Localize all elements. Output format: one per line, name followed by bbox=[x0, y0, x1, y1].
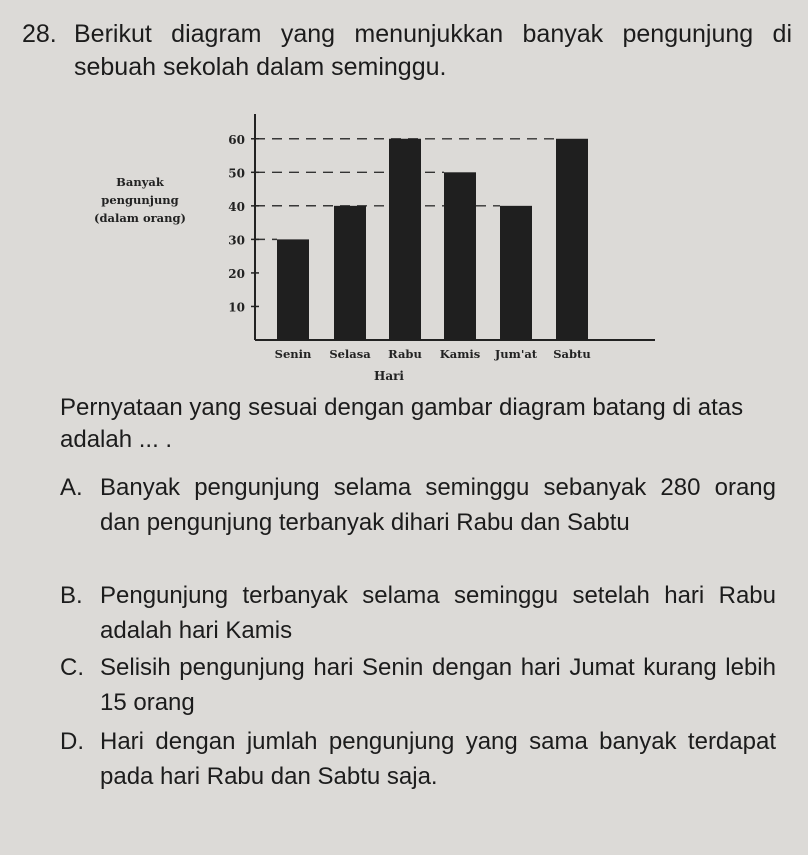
bar-kamis bbox=[444, 172, 476, 340]
bar-selasa bbox=[334, 206, 366, 340]
y-axis-title-line: (dalam orang) bbox=[94, 211, 186, 225]
x-tick-label: Selasa bbox=[329, 347, 371, 361]
y-tick-label: 20 bbox=[228, 266, 245, 281]
bar-rabu bbox=[389, 139, 421, 340]
y-tick-label: 40 bbox=[228, 199, 245, 214]
option-a-text: Banyak pengunjung selama seminggu sebanyak 280 orang dan pengunjung terbanyak dihari Rabu dan Sabtu bbox=[100, 474, 776, 536]
option-a-letter: A. bbox=[60, 474, 83, 501]
y-axis-title-line: Banyak bbox=[116, 175, 164, 189]
bar-senin bbox=[277, 239, 309, 340]
x-tick-label: Kamis bbox=[439, 347, 481, 361]
y-axis-title-line: pengunjung bbox=[101, 193, 179, 207]
option-c-letter: C. bbox=[60, 654, 84, 681]
y-tick-label: 10 bbox=[228, 300, 245, 315]
x-tick-label: Sabtu bbox=[553, 347, 591, 361]
option-d-letter: D. bbox=[60, 728, 84, 755]
question-number: 28. bbox=[22, 20, 57, 48]
option-c-text: Selisih pengunjung hari Senin dengan hari Jumat kurang lebih 15 orang bbox=[100, 654, 776, 716]
option-d-text: Hari dengan jumlah pengunjung yang sama banyak terdapat pada hari Rabu dan Sabtu saja. bbox=[100, 728, 776, 790]
bar-chart-svg bbox=[60, 100, 700, 390]
x-tick-label: Rabu bbox=[388, 347, 422, 361]
option-b-text: Pengunjung terbanyak selama seminggu setelah hari Rabu adalah hari Kamis bbox=[100, 582, 776, 644]
statement: Pernyataan yang sesuai dengan gambar diagram batang di atas adalah ... . bbox=[60, 394, 744, 453]
option-b-letter: B. bbox=[60, 582, 83, 609]
y-tick-label: 30 bbox=[228, 233, 245, 248]
y-tick-label: 60 bbox=[228, 132, 245, 147]
bar-sabtu bbox=[556, 139, 588, 340]
y-tick-label: 50 bbox=[228, 166, 245, 181]
bar-jumat bbox=[500, 206, 532, 340]
x-tick-label: Jum'at bbox=[494, 347, 538, 361]
bar-chart bbox=[60, 100, 700, 390]
x-axis-title: Hari bbox=[374, 369, 404, 383]
question-text: Berikut diagram yang menunjukkan banyak pengunjung di sebuah sekolah dalam seminggu. bbox=[74, 20, 792, 81]
x-tick-label: Senin bbox=[274, 347, 312, 361]
